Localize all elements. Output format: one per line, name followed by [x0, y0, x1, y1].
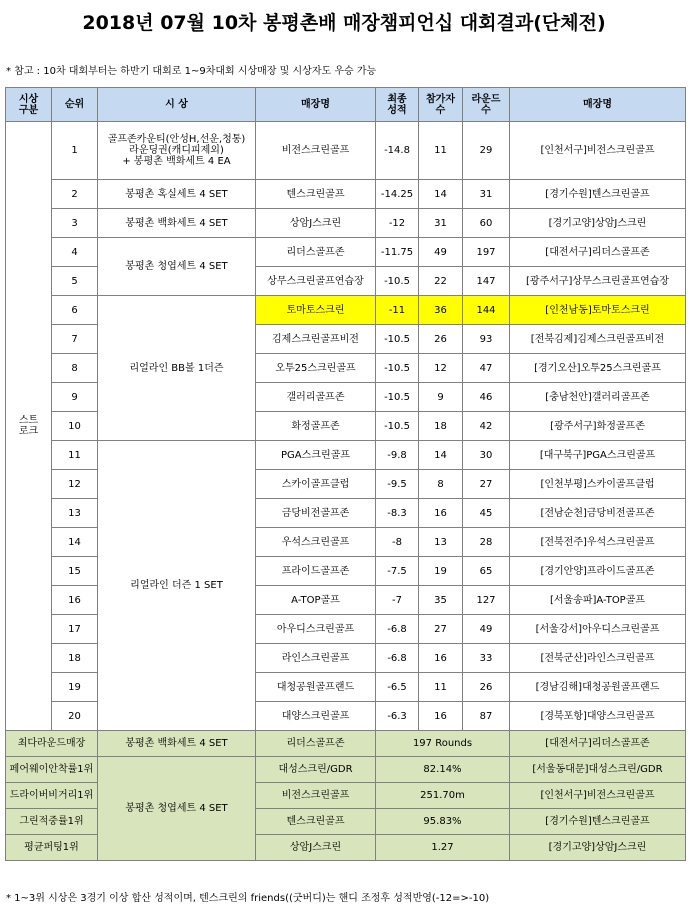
score-cell: -6.5: [376, 673, 419, 702]
store-full-cell: [전북전주]우석스크린골프: [510, 528, 686, 557]
store-cell: 스카이골프클럽: [256, 470, 376, 499]
score-cell: -8: [376, 528, 419, 557]
header-rounds: 라운드 수: [463, 88, 510, 122]
score-cell: -10.5: [376, 383, 419, 412]
special-store-full-cell: [서울동대문]대성스크린/GDR: [510, 757, 686, 783]
store-full-cell: [전북군산]라인스크린골프: [510, 644, 686, 673]
store-full-cell: [인천부평]스카이골프클럽: [510, 470, 686, 499]
store-cell: 텐스크린골프: [256, 180, 376, 209]
rounds-cell: 60: [463, 209, 510, 238]
header-score: 최종 성적: [376, 88, 419, 122]
rank-cell: 14: [52, 528, 98, 557]
store-cell: 화정골프존: [256, 412, 376, 441]
special-prize-cell: 봉평촌 백화세트 4 SET: [98, 731, 256, 757]
score-cell: -10.5: [376, 354, 419, 383]
table-row: [6, 180, 686, 209]
players-cell: 35: [419, 586, 463, 615]
players-cell: 8: [419, 470, 463, 499]
rank-cell: 19: [52, 673, 98, 702]
special-value-cell: 251.70m: [376, 783, 510, 809]
table-row: [6, 238, 686, 267]
score-cell: -10.5: [376, 412, 419, 441]
players-cell: 11: [419, 673, 463, 702]
top-note: * 참고 : 10차 대회부터는 하반기 대회로 1~9차대회 시상매장 및 시상자도 우승 가능: [6, 66, 377, 77]
store-cell: 라인스크린골프: [256, 644, 376, 673]
rank-cell: 3: [52, 209, 98, 238]
special-store-full-cell: [경기수원]텐스크린골프: [510, 809, 686, 835]
rank-cell: 2: [52, 180, 98, 209]
prize-cell: 리얼라인 BB볼 1더즌: [98, 296, 256, 441]
header-rank: 순위: [52, 88, 98, 122]
rank-cell: 5: [52, 267, 98, 296]
rank-cell: 6: [52, 296, 98, 325]
rounds-cell: 47: [463, 354, 510, 383]
rounds-cell: 33: [463, 644, 510, 673]
players-cell: 18: [419, 412, 463, 441]
prize-cell: 리얼라인 더즌 1 SET: [98, 441, 256, 731]
rank-cell: 9: [52, 383, 98, 412]
rank-cell: 10: [52, 412, 98, 441]
prize-cell: 봉평촌 백화세트 4 SET: [98, 209, 256, 238]
header-store-full: 매장명: [510, 88, 686, 122]
header-store: 매장명: [256, 88, 376, 122]
rank-cell: 15: [52, 557, 98, 586]
players-cell: 49: [419, 238, 463, 267]
special-prize-cell: 봉평촌 청엽세트 4 SET: [98, 757, 256, 861]
score-cell: -7: [376, 586, 419, 615]
score-cell: -14.25: [376, 180, 419, 209]
special-store-full-cell: [경기고양]상암J스크린: [510, 835, 686, 861]
rounds-cell: 87: [463, 702, 510, 731]
bottom-note: * 1~3위 시상은 3경기 이상 합산 성적이며, 텐스크린의 friends((굿버디)는 핸디 조정후 성적반영(-12=>-10): [6, 893, 490, 904]
store-cell: 금당비전골프존: [256, 499, 376, 528]
prize-cell: 봉평촌 청엽세트 4 SET: [98, 238, 256, 296]
rounds-cell: 27: [463, 470, 510, 499]
rank-cell: 18: [52, 644, 98, 673]
players-cell: 31: [419, 209, 463, 238]
special-store-cell: 텐스크린골프: [256, 809, 376, 835]
store-cell: 상암J스크린: [256, 209, 376, 238]
players-cell: 36: [419, 296, 463, 325]
store-full-cell: [경기오산]오투25스크린골프: [510, 354, 686, 383]
store-full-cell: [경기고양]상암J스크린: [510, 209, 686, 238]
rounds-cell: 147: [463, 267, 510, 296]
store-cell: 리더스골프존: [256, 238, 376, 267]
prize-cell: 봉평촌 혹실세트 4 SET: [98, 180, 256, 209]
rank-cell: 17: [52, 615, 98, 644]
rank-cell: 4: [52, 238, 98, 267]
special-store-cell: 리더스골프존: [256, 731, 376, 757]
score-cell: -6.3: [376, 702, 419, 731]
store-cell: PGA스크린골프: [256, 441, 376, 470]
rank-cell: 13: [52, 499, 98, 528]
store-cell: 갤러리골프존: [256, 383, 376, 412]
score-cell: -11.75: [376, 238, 419, 267]
special-category-cell: 그린적중률1위: [6, 809, 98, 835]
header-players: 참가자 수: [419, 88, 463, 122]
players-cell: 19: [419, 557, 463, 586]
rounds-cell: 42: [463, 412, 510, 441]
store-full-cell: [경북포항]대양스크린골프: [510, 702, 686, 731]
rounds-cell: 28: [463, 528, 510, 557]
store-cell: 토마토스크린: [256, 296, 376, 325]
players-cell: 26: [419, 325, 463, 354]
store-full-cell: [인천서구]비전스크린골프: [510, 122, 686, 180]
rounds-cell: 65: [463, 557, 510, 586]
special-store-full-cell: [대전서구]리더스골프존: [510, 731, 686, 757]
store-full-cell: [대전서구]리더스골프존: [510, 238, 686, 267]
special-value-cell: 197 Rounds: [376, 731, 510, 757]
rounds-cell: 26: [463, 673, 510, 702]
store-cell: 오투25스크린골프: [256, 354, 376, 383]
store-full-cell: [서울송파]A-TOP골프: [510, 586, 686, 615]
special-row: [6, 731, 686, 757]
results-table: [5, 87, 686, 861]
players-cell: 14: [419, 180, 463, 209]
players-cell: 12: [419, 354, 463, 383]
store-full-cell: [광주서구]상무스크린골프연습장: [510, 267, 686, 296]
store-full-cell: [경기안양]프라이드골프존: [510, 557, 686, 586]
table-row: [6, 441, 686, 470]
score-cell: -9.8: [376, 441, 419, 470]
store-full-cell: [서울강서]아우디스크린골프: [510, 615, 686, 644]
rounds-cell: 197: [463, 238, 510, 267]
players-cell: 13: [419, 528, 463, 557]
rounds-cell: 93: [463, 325, 510, 354]
score-cell: -12: [376, 209, 419, 238]
players-cell: 16: [419, 499, 463, 528]
table-row: [6, 122, 686, 180]
store-full-cell: [인천남동]토마토스크린: [510, 296, 686, 325]
rounds-cell: 31: [463, 180, 510, 209]
score-cell: -6.8: [376, 644, 419, 673]
rounds-cell: 49: [463, 615, 510, 644]
score-cell: -7.5: [376, 557, 419, 586]
rounds-cell: 46: [463, 383, 510, 412]
special-store-cell: 상암J스크린: [256, 835, 376, 861]
special-store-cell: 비전스크린골프: [256, 783, 376, 809]
store-full-cell: [충남천안]갤러리골프존: [510, 383, 686, 412]
store-full-cell: [경남김해]대청공원골프랜드: [510, 673, 686, 702]
special-value-cell: 1.27: [376, 835, 510, 861]
store-cell: 우석스크린골프: [256, 528, 376, 557]
special-value-cell: 95.83%: [376, 809, 510, 835]
store-cell: 김제스크린골프비전: [256, 325, 376, 354]
header-type: 시상 구분: [6, 88, 52, 122]
special-category-cell: 평균퍼팅1위: [6, 835, 98, 861]
header-prize: 시 상: [98, 88, 256, 122]
special-category-cell: 최다라운드매장: [6, 731, 98, 757]
store-cell: 프라이드골프존: [256, 557, 376, 586]
score-cell: -10.5: [376, 325, 419, 354]
special-store-cell: 대성스크린/GDR: [256, 757, 376, 783]
store-cell: 아우디스크린골프: [256, 615, 376, 644]
store-cell: A-TOP골프: [256, 586, 376, 615]
store-full-cell: [전북김제]김제스크린골프비전: [510, 325, 686, 354]
store-full-cell: [전남순천]금당비전골프존: [510, 499, 686, 528]
page-title: 2018년 07월 10차 봉평촌배 매장챔피언십 대회결과(단체전): [82, 12, 606, 34]
store-full-cell: [대구북구]PGA스크린골프: [510, 441, 686, 470]
players-cell: 22: [419, 267, 463, 296]
rounds-cell: 144: [463, 296, 510, 325]
special-value-cell: 82.14%: [376, 757, 510, 783]
rank-cell: 20: [52, 702, 98, 731]
score-cell: -6.8: [376, 615, 419, 644]
type-label: 스트 로크: [6, 122, 52, 731]
table-row: [6, 209, 686, 238]
rank-cell: 8: [52, 354, 98, 383]
table-row-highlighted: [6, 296, 686, 325]
special-category-cell: 페어웨이안착률1위: [6, 757, 98, 783]
players-cell: 9: [419, 383, 463, 412]
score-cell: -14.8: [376, 122, 419, 180]
rank-cell: 12: [52, 470, 98, 499]
rounds-cell: 127: [463, 586, 510, 615]
score-cell: -11: [376, 296, 419, 325]
store-cell: 대양스크린골프: [256, 702, 376, 731]
store-cell: 비전스크린골프: [256, 122, 376, 180]
players-cell: 14: [419, 441, 463, 470]
players-cell: 27: [419, 615, 463, 644]
rounds-cell: 29: [463, 122, 510, 180]
store-full-cell: [광주서구]화정골프존: [510, 412, 686, 441]
score-cell: -8.3: [376, 499, 419, 528]
score-cell: -10.5: [376, 267, 419, 296]
players-cell: 16: [419, 644, 463, 673]
header-row: [6, 88, 686, 122]
store-cell: 대청공원골프랜드: [256, 673, 376, 702]
rank-cell: 7: [52, 325, 98, 354]
rank-cell: 1: [52, 122, 98, 180]
rank-cell: 11: [52, 441, 98, 470]
rounds-cell: 45: [463, 499, 510, 528]
rank-cell: 16: [52, 586, 98, 615]
prize-cell: 골프존카운티(안성H,선운,청통) 라운딩권(캐디피제외) + 봉평촌 백화세트 4 EA: [98, 122, 256, 180]
special-row: [6, 757, 686, 783]
score-cell: -9.5: [376, 470, 419, 499]
players-cell: 16: [419, 702, 463, 731]
special-store-full-cell: [인천서구]비전스크린골프: [510, 783, 686, 809]
players-cell: 11: [419, 122, 463, 180]
special-category-cell: 드라이버비거리1위: [6, 783, 98, 809]
rounds-cell: 30: [463, 441, 510, 470]
store-full-cell: [경기수원]텐스크린골프: [510, 180, 686, 209]
store-cell: 상무스크린골프연습장: [256, 267, 376, 296]
